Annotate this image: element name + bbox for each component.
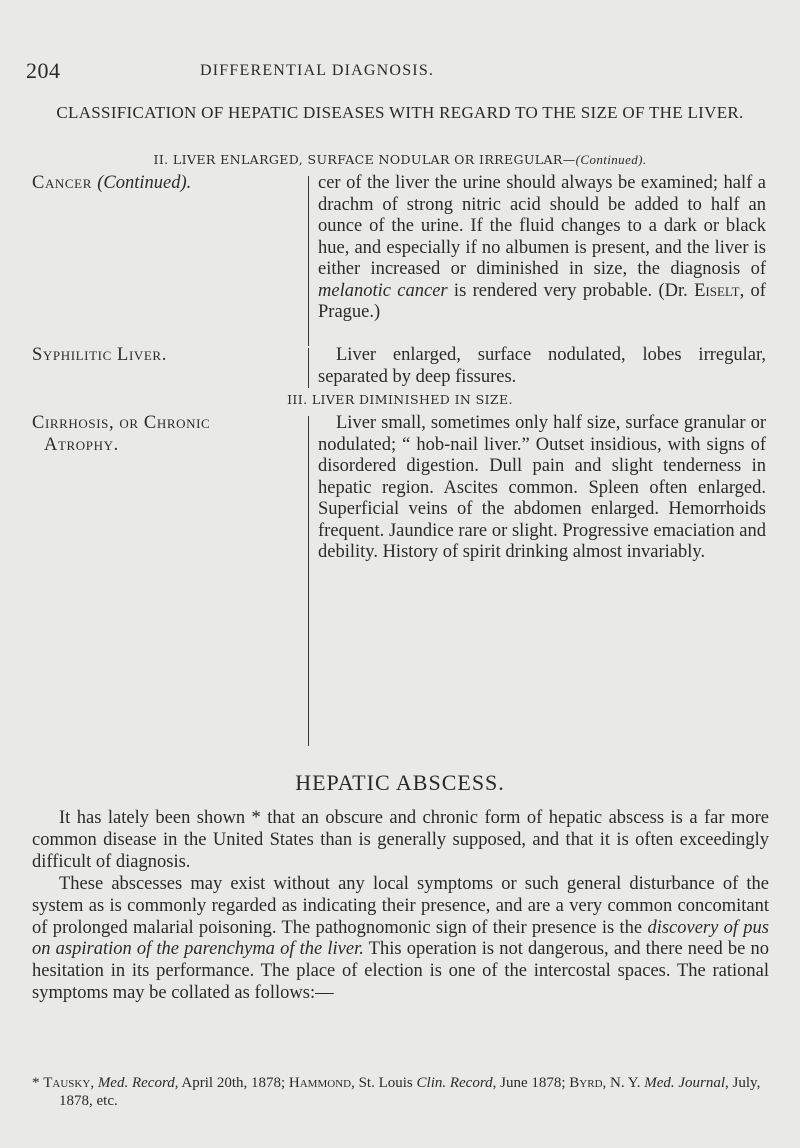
section-ii-heading	[30, 152, 770, 168]
entry-desc-cirrhosis: Liver small, sometimes only half size, surface granular or nodulated; “ hob-nail liver.” Outset insidious, with signs of disordered digestion. Dull pain and slight tenderness in hepatic region. Ascites common. Spleen often enlarged. Superficial veins of the abdomen enlarged. Hemorrhoids frequent. Jaundice rare or slight. Progressive emaciation and debility. History of spirit drinking almost invariably.	[318, 413, 766, 562]
running-head	[26, 58, 646, 82]
cancer-desc-emphasis: melanotic cancer	[318, 280, 448, 301]
cancer-desc-author: Eiselt	[694, 280, 740, 301]
footnote: * Tausky, Med. Record, April 20th, 1878; Hammond, St. Louis Clin. Record, June 1878; Byrd, N. Y. Med. Journal, July, 1878, etc.	[32, 1075, 761, 1109]
footnote-author-3: Byrd	[569, 1075, 603, 1091]
cancer-desc-a: cer of the liver the urine should always be examined; half a drachm of strong nitric acid should be added to half an ounce of the urine. If the fluid changes to a dark or black hue, and especially if no albumen is present, and the liver is either increased or diminished in size, the diagnosis of	[318, 173, 766, 279]
paragraph-2-b: This operation is not dangerous, and there need be no hesitation in its performance. The place of election is one of the intercostal spaces. The rational symptoms may be collated as follows:—	[32, 939, 769, 1003]
footnote-journal-1: Med. Record	[97, 1075, 175, 1091]
footnote-journal-3: Med. Journal	[644, 1075, 726, 1091]
cancer-desc-b: is rendered very probable. (Dr.	[447, 280, 695, 301]
paragraph-2-a: These abscesses may exist without any local symptoms or such general disturbance of the system as is commonly regarded as indicating their presence, and are a very common concomitant of prolonged malarial poisoning. The pathognomonic sign of their presence is the	[32, 874, 769, 938]
cirrhosis-label-line2: Atrophy.	[44, 434, 119, 455]
cirrhosis-label-line1: Cirrhosis, or Chronic	[32, 413, 211, 433]
footnote-author-2: Hammond	[288, 1075, 352, 1091]
paragraph-2	[32, 874, 769, 1005]
entry-label-cirrhosis	[32, 413, 210, 456]
footnote-place-2: , St. Louis	[351, 1075, 417, 1091]
cancer-desc-c: , of Prague.)	[318, 280, 766, 322]
page-number: 204	[26, 58, 61, 83]
footnote-date-1: , April 20th, 1878;	[174, 1075, 289, 1091]
footnote-journal-2: Clin. Record	[416, 1075, 493, 1091]
running-title: DIFFERENTIAL DIAGNOSIS.	[200, 62, 435, 79]
entry-desc-syphilitic: Liver enlarged, surface nodulated, lobes irregular, separated by deep fissures.	[318, 345, 766, 387]
footnote-date-3: , July, 1878, etc.	[59, 1075, 761, 1109]
footnote-date-2: , June 1878;	[492, 1075, 570, 1091]
section-ii-heading-cont: (Continued).	[575, 152, 647, 167]
footnote-place-3: , N. Y.	[602, 1075, 645, 1091]
table-title: CLASSIFICATION OF HEPATIC DISEASES WITH REGARD TO THE SIZE OF THE LIVER.	[56, 103, 744, 122]
entry-label-cancer	[32, 173, 191, 195]
cancer-label-text: Cancer	[32, 173, 92, 193]
section-heading-hepatic-abscess: HEPATIC ABSCESS.	[295, 770, 505, 795]
footnote-marker: *	[32, 1075, 44, 1091]
cancer-label-cont: (Continued).	[97, 173, 192, 193]
entry-desc-cancer	[318, 173, 766, 324]
bracket-rule	[308, 348, 309, 388]
paragraph-2-emphasis: discovery of pus on aspiration of the parenchyma of the liver.	[32, 917, 769, 960]
section-iii-heading: III. LIVER DIMINISHED IN SIZE.	[287, 392, 513, 407]
paragraph-1: It has lately been shown * that an obscure and chronic form of hepatic abscess is a far more common disease in the United States than is generally supposed, and that it is often exceedingly difficult of diagnosis.	[32, 808, 769, 872]
bracket-rule	[308, 176, 309, 346]
bracket-rule	[308, 416, 309, 746]
footnote-author-1: Tausky	[43, 1075, 91, 1091]
section-ii-heading-text: II. LIVER ENLARGED, SURFACE NODULAR OR IRREGULAR—	[153, 152, 576, 167]
entry-label-syphilitic: Syphilitic Liver.	[32, 345, 167, 365]
